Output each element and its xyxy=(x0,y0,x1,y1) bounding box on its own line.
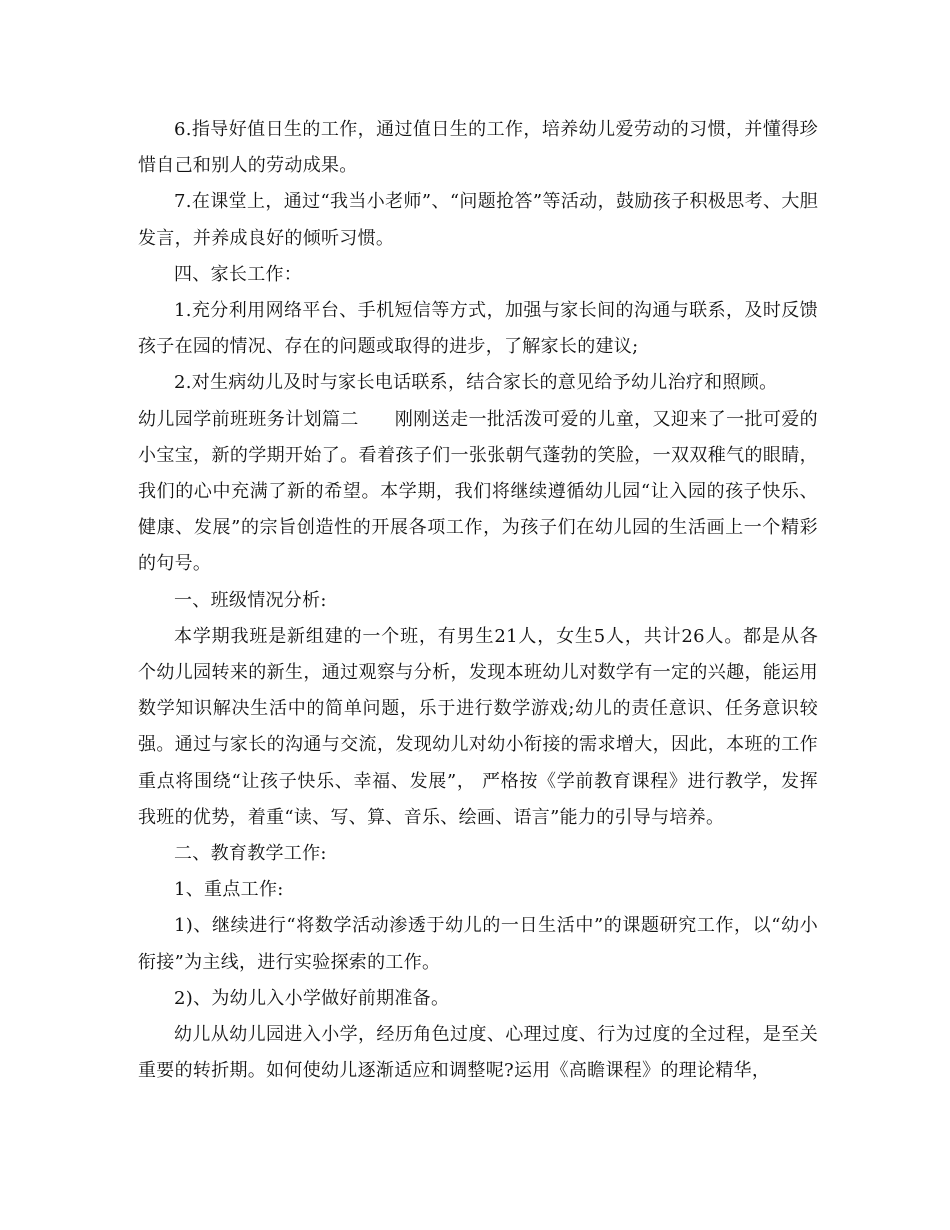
paragraph-class-analysis: 本学期我班是新组建的一个班，有男生21人，女生5人，共计26人。都是从各个幼儿园转来的新生，通过观察与分析，发现本班幼儿对数学有一定的兴趣，能运用数学知识解决生活中的简单问题，乐于进行数学游戏;幼儿的责任意识、任务意识较强。通过与家长的沟通与交流，发现幼儿对幼小衔接的需求增大，因此，本班的工作重点将围绕“让孩子快乐、幸福、发展”， 严格按《学前教育课程》进行教学，发挥我班的优势，着重“读、写、算、音乐、绘画、语言”能力的引导与培养。 xyxy=(138,625,818,828)
paragraph-plan-two xyxy=(138,402,818,583)
paragraph-transition-period: 幼儿从幼儿园进入小学，经历角色过度、心理过度、行为过度的全过程，是至关重要的转折期。如何使幼儿逐渐适应和调整呢?运用《高瞻课程》的理论精华， xyxy=(138,1024,818,1082)
document-body xyxy=(138,112,818,1089)
paragraph-parent-communication: 1.充分利用网络平台、手机短信等方式，加强与家长间的沟通与联系，及时反馈孩子在园的情况、存在的问题或取得的进步，了解家长的建议; xyxy=(138,300,818,358)
plan-two-title: 幼儿园学前班班务计划篇二 xyxy=(138,408,359,430)
section-heading-class-analysis: 一、班级情况分析: xyxy=(174,589,327,611)
subheading-key-work: 1、重点工作: xyxy=(174,879,284,901)
paragraph-school-preparation: 2)、为幼儿入小学做好前期准备。 xyxy=(174,987,450,1009)
paragraph-duty-student: 6.指导好值日生的工作，通过值日生的工作，培养幼儿爱劳动的习惯，并懂得珍惜自己和别人的劳动成果。 xyxy=(138,119,818,177)
paragraph-math-research: 1)、继续进行“将数学活动渗透于幼儿的一日生活中”的课题研究工作，以“幼小衔接”为主线，进行实验探索的工作。 xyxy=(138,915,818,973)
section-heading-parent-work: 四、家长工作： xyxy=(174,263,303,285)
paragraph-classroom-activities: 7.在课堂上，通过“我当小老师”、“问题抢答”等活动，鼓励孩子积极思考、大胆发言，并养成良好的倾听习惯。 xyxy=(138,191,818,249)
paragraph-sick-children: 2.对生病幼儿及时与家长电话联系，结合家长的意见给予幼儿治疗和照顾。 xyxy=(174,372,778,394)
plan-two-intro: 刚刚送走一批活泼可爱的儿童，又迎来了一批可爱的小宝宝，新的学期开始了。看着孩子们一张张朝气蓬勃的笑脸，一双双稚气的眼睛，我们的心中充满了新的希望。本学期，我们将继续遵循幼儿园“让入园的孩子快乐、健康、发展”的宗旨创造性的开展各项工作，为孩子们在幼儿园的生活画上一个精彩的句号。 xyxy=(138,408,818,575)
section-heading-teaching-work: 二、教育教学工作: xyxy=(174,843,327,865)
